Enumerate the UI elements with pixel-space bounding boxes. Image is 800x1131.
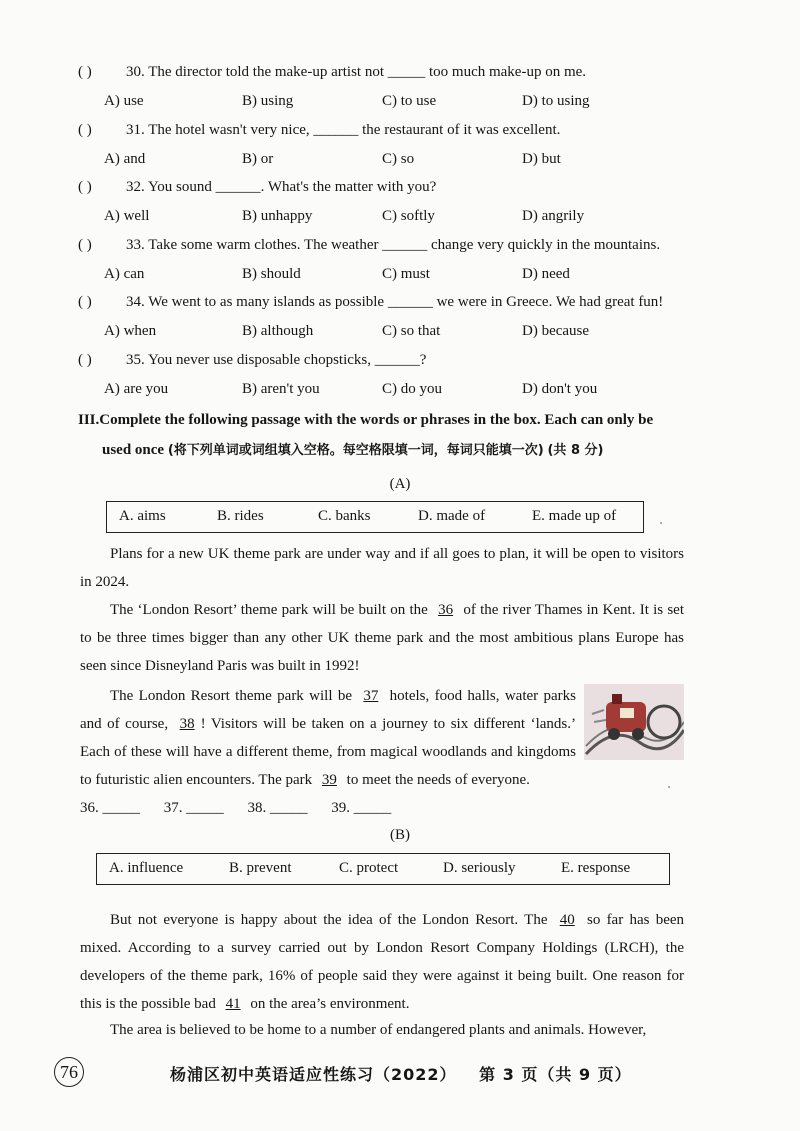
option-c[interactable]: C) softly <box>382 208 435 224</box>
question-number: 30. <box>126 64 145 80</box>
option-a[interactable]: A) are you <box>104 381 169 397</box>
question-stem: Take some warm clothes. The weather ______ change very quickly in the mountains. <box>148 237 661 253</box>
blank-41: 41 <box>225 996 241 1012</box>
option-b[interactable]: B) aren't you <box>242 381 320 397</box>
word-box-a-item-4: D. made of <box>418 508 486 524</box>
word-box-a-item-5: E. made up of <box>532 508 617 524</box>
question-32 <box>78 179 436 196</box>
question-number: 31. <box>126 122 145 138</box>
section-3-title: III.Complete the following passage with the words or phrases in the box. Each can only be <box>78 412 654 428</box>
option-b[interactable]: B) although <box>242 323 314 339</box>
option-c[interactable]: C) do you <box>382 381 442 397</box>
page-number-circle: 76 <box>54 1057 84 1087</box>
subtitle-chinese: (将下列单词或词组填入空格。每空格限填一词，每词只能填一次) <box>167 443 544 458</box>
question-stem: You sound ______. What's the matter with you? <box>147 179 437 195</box>
passage-b-paragraph-1: But not everyone is happy about the idea of the London Resort. The 40 so far has been mixed. According to a survey carried out by London Resort Company Holdings (LRCH), the developers of the theme park, 16% of people said they were against it being built. One reason for this is the possible bad 41 on the area’s environment. <box>80 912 685 1012</box>
word-box-b-item-4: D. seriously <box>443 860 516 876</box>
section-3-subtitle <box>102 439 603 459</box>
word-box-b-item-5: E. response <box>561 860 631 876</box>
option-d[interactable]: D) to using <box>522 93 590 109</box>
answer-37[interactable]: 37. _____ <box>163 800 224 816</box>
question-number: 32. <box>126 179 145 195</box>
question-33 <box>78 237 660 254</box>
part-b-label: (B) <box>390 827 410 843</box>
question-31 <box>78 122 560 139</box>
word-box-a-item-3: C. banks <box>318 508 371 524</box>
roller-coaster-icon <box>584 684 684 760</box>
word-box-b-item-3: C. protect <box>339 860 399 876</box>
section-points: (共 8 分) <box>547 443 604 458</box>
answer-line-a <box>80 800 411 817</box>
option-d[interactable]: D) don't you <box>522 381 598 397</box>
blank-38: 38 <box>179 716 195 732</box>
option-c[interactable]: C) so <box>382 151 415 167</box>
option-c[interactable]: C) must <box>382 266 430 282</box>
footer-page-indicator: 第 3 页（共 9 页） <box>479 1065 632 1084</box>
option-b[interactable]: B) unhappy <box>242 208 313 224</box>
blank-36: 36 <box>438 602 454 618</box>
option-a[interactable]: A) use <box>104 93 144 109</box>
question-number: 34. <box>126 294 145 310</box>
word-box-b <box>96 853 670 885</box>
answer-38[interactable]: 38. _____ <box>247 800 308 816</box>
word-box-b-item-2: B. prevent <box>229 860 292 876</box>
option-a[interactable]: A) when <box>104 323 157 339</box>
answer-bracket[interactable]: ( ) <box>78 179 92 195</box>
answer-bracket[interactable]: ( ) <box>78 64 92 80</box>
footer-title: 杨浦区初中英语适应性练习（2022） <box>170 1065 457 1084</box>
word-box-b-item-1: A. influence <box>109 860 184 876</box>
option-d[interactable]: D) need <box>522 266 570 282</box>
blank-40: 40 <box>559 912 575 928</box>
option-c[interactable]: C) so that <box>382 323 441 339</box>
passage-b-paragraph-2: The area is believed to be home to a number of endangered plants and animals. However, <box>110 1022 647 1038</box>
part-a-label: (A) <box>389 476 411 492</box>
option-b[interactable]: B) should <box>242 266 301 282</box>
question-30 <box>78 64 586 81</box>
question-stem: You never use disposable chopsticks, ______? <box>147 352 427 368</box>
passage-a-paragraph-3: The London Resort theme park will be 37 hotels, food halls, water parks and of course, 38 ! Visitors will be taken on a journey to six different ‘lands.’ Each of these will have a different theme, from magical woodlands and kingdoms to futuristic alien encounters. The park 39 to meet the needs of everyone. <box>80 688 576 788</box>
question-stem: The director told the make-up artist not _____ too much make-up on me. <box>148 64 587 80</box>
option-d[interactable]: D) but <box>522 151 561 167</box>
answer-36[interactable]: 36. _____ <box>80 800 140 816</box>
answer-bracket[interactable]: ( ) <box>78 122 92 138</box>
word-box-a-item-1: A. aims <box>119 508 166 524</box>
option-d[interactable]: D) angrily <box>522 208 585 224</box>
answer-bracket[interactable]: ( ) <box>78 237 92 253</box>
blank-37: 37 <box>363 688 379 704</box>
question-34 <box>78 294 663 311</box>
passage-a-paragraph-1: Plans for a new UK theme park are under way and if all goes to plan, it will be open to visitors in 2024. <box>80 546 684 590</box>
question-stem: We went to as many islands as possible ______ we were in Greece. We had great fun! <box>148 294 664 310</box>
answer-bracket[interactable]: ( ) <box>78 294 92 310</box>
answer-39[interactable]: 39. _____ <box>331 800 392 816</box>
option-b[interactable]: B) using <box>242 93 294 109</box>
option-a[interactable]: A) well <box>104 208 150 224</box>
passage-a-paragraph-2: The ‘London Resort’ theme park will be built on the 36 of the river Thames in Kent. It is set to be three times bigger than any other UK theme park and the most ambitious plans Europe has seen since Disneyland Paris was built in 1992! <box>80 602 685 674</box>
subtitle-english: used once <box>102 442 165 458</box>
answer-bracket[interactable]: ( ) <box>78 352 92 368</box>
page-footer <box>170 1062 632 1085</box>
question-number: 33. <box>126 237 145 253</box>
blank-39: 39 <box>321 772 337 788</box>
option-b[interactable]: B) or <box>242 151 274 167</box>
option-a[interactable]: A) can <box>104 266 145 282</box>
option-c[interactable]: C) to use <box>382 93 437 109</box>
question-35 <box>78 352 426 369</box>
question-stem: The hotel wasn't very nice, ______ the restaurant of it was excellent. <box>148 122 561 138</box>
question-number: 35. <box>126 352 145 368</box>
word-box-a <box>106 501 644 533</box>
option-a[interactable]: A) and <box>104 151 146 167</box>
word-box-a-item-2: B. rides <box>217 508 264 524</box>
option-d[interactable]: D) because <box>522 323 590 339</box>
